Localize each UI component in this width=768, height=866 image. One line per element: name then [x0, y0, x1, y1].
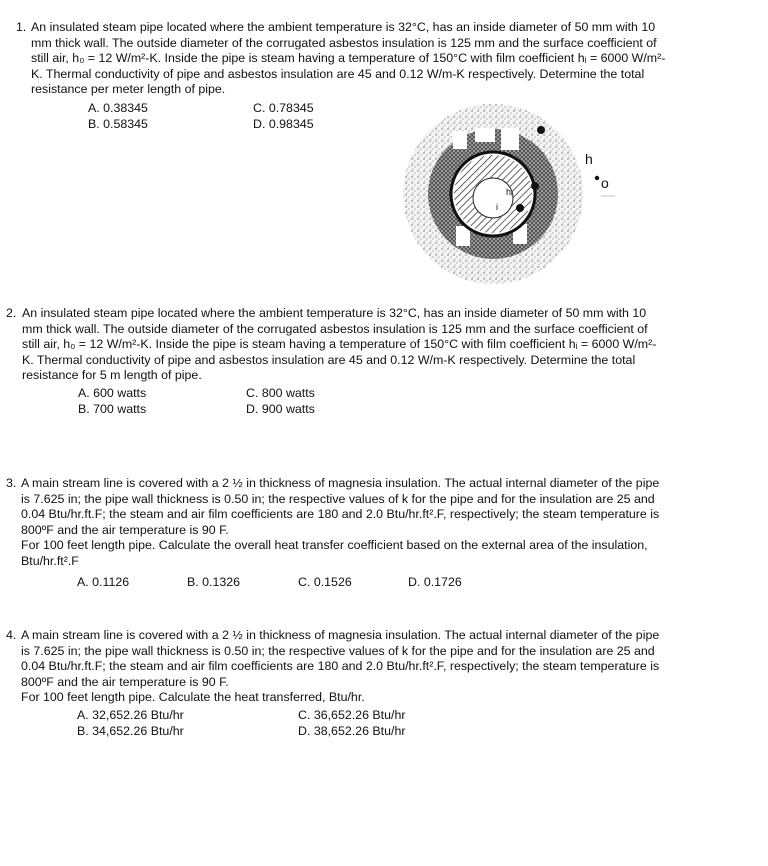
question-text-line: An insulated steam pipe located where the ambient temperature is 32°C, has an inside diameter of 50 mm with 10	[22, 306, 647, 320]
question-number: 1.	[16, 20, 27, 34]
choice-b: B. 34,652.26 Btu/hr	[77, 724, 184, 738]
question-text-line: resistance for 5 m length of pipe.	[22, 368, 202, 382]
question-number: 4.	[6, 628, 17, 642]
outer-point-marker	[537, 126, 545, 134]
question-text-line: mm thick wall. The outside diameter of the corrugated asbestos insulation is 125 mm and the surface coefficient of	[22, 321, 648, 336]
wall-point-marker	[531, 182, 539, 190]
choice-a: A. 0.1126	[77, 575, 130, 589]
question-text-line: Btu/hr.ft².F	[21, 553, 79, 568]
question-text-line: An insulated steam pipe located where the ambient temperature is 32°C, has an inside diameter of 50 mm with 10	[31, 20, 656, 34]
insulation-gap	[501, 128, 519, 150]
choice-b: B. 0.1326	[187, 575, 241, 589]
pipe-cross-section-diagram	[393, 98, 643, 288]
choice-a: A. 600 watts	[78, 386, 147, 400]
choice-d: D. 38,652.26 Btu/hr	[298, 724, 406, 738]
insulation-gap	[453, 131, 467, 149]
question-text-line: For 100 feet length pipe. Calculate the heat transferred, Btu/hr.	[21, 690, 365, 704]
choice-d: D. 0.1726	[408, 575, 462, 589]
question-text-line: A main stream line is covered with a 2 ½ in thickness of magnesia insulation. The actual internal diameter of the pipe	[21, 628, 660, 642]
choice-b: B. 0.58345	[88, 117, 148, 131]
choice-d: D. 0.98345	[253, 117, 314, 131]
choice-d: D. 900 watts	[246, 402, 315, 416]
choice-c: C. 800 watts	[246, 386, 315, 400]
question-text-line: still air, h₀ = 12 W/m²-K. Inside the pipe is steam having a temperature of 150°C with film coefficient hᵢ = 6000 W/m²-	[31, 51, 666, 65]
insulation-gap	[475, 128, 495, 142]
question-text-line: still air, h₀ = 12 W/m²-K. Inside the pipe is steam having a temperature of 150°C with film coefficient hᵢ = 6000 W/m²-	[22, 337, 657, 351]
choice-c: C. 0.1526	[298, 575, 352, 589]
question-text-line: 0.04 Btu/hr.ft.F; the steam and air film coefficients are 180 and 2.0 Btu/hr.ft².F, respectively; the steam temperature is	[21, 507, 660, 521]
label-ho: h	[585, 151, 593, 167]
choice-a: A. 32,652.26 Btu/hr	[77, 708, 184, 722]
question-text-line: resistance per meter length of pipe.	[31, 82, 226, 96]
label-o: o	[601, 175, 609, 191]
question-text-line: 800ºF and the air temperature is 90 F.	[21, 522, 229, 537]
question-text-line: K. Thermal conductivity of pipe and asbestos insulation are 45 and 0.12 W/m-K respectively. Determine the total	[31, 66, 645, 81]
choice-a: A. 0.38345	[88, 101, 148, 115]
pipe-bore	[473, 178, 513, 218]
question-text-line: 800ºF and the air temperature is 90 F.	[21, 674, 229, 689]
question-text-line: A main stream line is covered with a 2 ½ in thickness of magnesia insulation. The actual internal diameter of the pipe	[21, 476, 660, 490]
label-i: i	[496, 202, 498, 212]
choice-c: C. 36,652.26 Btu/hr	[298, 708, 406, 722]
question-text-line: 0.04 Btu/hr.ft.F; the steam and air film coefficients are 180 and 2.0 Btu/hr.ft².F, respectively; the steam temperature is	[21, 659, 660, 673]
question-number: 2.	[6, 306, 17, 320]
label-hi: hᵢ	[506, 187, 513, 197]
question-number: 3.	[6, 476, 17, 490]
inner-point-marker	[516, 204, 524, 212]
air-point-marker	[595, 176, 599, 180]
choice-b: B. 700 watts	[78, 402, 147, 416]
choice-c: C. 0.78345	[253, 101, 314, 115]
question-text-line: is 7.625 in; the pipe wall thickness is 0.50 in; the respective values of k for the pipe and for the insulation are 25 and	[21, 643, 655, 658]
question-text-line: is 7.625 in; the pipe wall thickness is 0.50 in; the respective values of k for the pipe and for the insulation are 25 and	[21, 491, 655, 506]
question-text-line: For 100 feet length pipe. Calculate the overall heat transfer coefficient based on the external area of the insulation,	[21, 538, 648, 552]
question-text-line: K. Thermal conductivity of pipe and asbestos insulation are 45 and 0.12 W/m-K respectively. Determine the total	[22, 352, 636, 367]
question-text-line: mm thick wall. The outside diameter of the corrugated asbestos insulation is 125 mm and the surface coefficient of	[31, 35, 657, 50]
